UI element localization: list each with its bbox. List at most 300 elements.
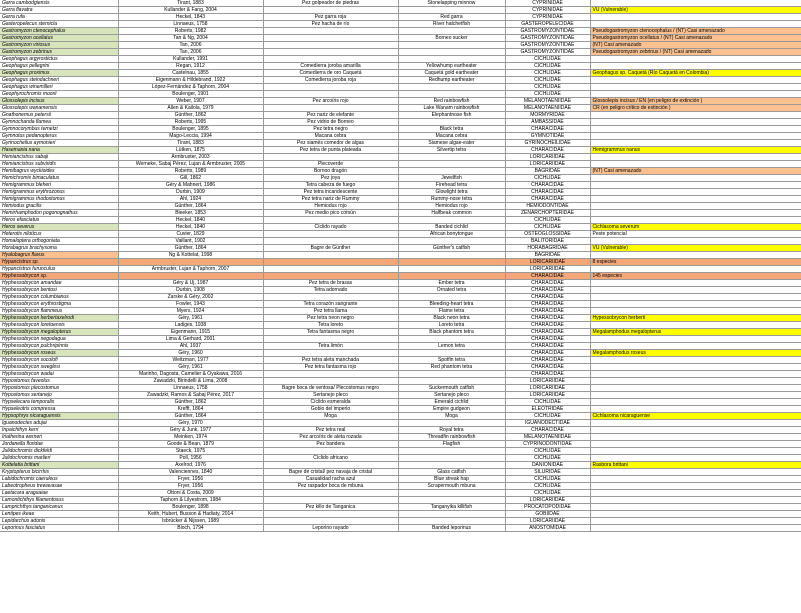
family-cell[interactable]: LORICARIIDAE	[505, 385, 590, 392]
spanish-name-cell[interactable]: Pez tetra nariz de Rummy	[263, 196, 398, 203]
family-cell[interactable]: GOBIIDAE	[505, 511, 590, 518]
authority-cell[interactable]: Ahl, 1924	[118, 196, 263, 203]
authority-cell[interactable]: Ottoni & Costa, 2009	[118, 490, 263, 497]
family-cell[interactable]: MELANOTAENIIDAE	[505, 105, 590, 112]
family-cell[interactable]: LORICARIIDAE	[505, 266, 590, 273]
notes-cell[interactable]	[590, 504, 801, 511]
spanish-name-cell[interactable]: Tetra limón	[263, 343, 398, 350]
notes-cell[interactable]	[590, 252, 801, 259]
spanish-name-cell[interactable]: Tetra loreto	[263, 322, 398, 329]
notes-cell[interactable]	[590, 490, 801, 497]
english-name-cell[interactable]: Glass catfish	[398, 469, 505, 476]
notes-cell[interactable]	[590, 455, 801, 462]
family-cell[interactable]: ELEOTRIDAE	[505, 406, 590, 413]
family-cell[interactable]: OSTEOGLOSSIDAE	[505, 231, 590, 238]
family-cell[interactable]: CHARACIDAE	[505, 315, 590, 322]
english-name-cell[interactable]: Stonelapping minnow	[398, 0, 505, 7]
english-name-cell[interactable]: Royal tetra	[398, 427, 505, 434]
family-cell[interactable]: GASTROMYZONTIDAE	[505, 49, 590, 56]
authority-cell[interactable]: Regan, 1912	[118, 63, 263, 70]
species-cell[interactable]: Hyphessobrycon loretoensis	[0, 322, 118, 329]
authority-cell[interactable]: Gill, 1862	[118, 175, 263, 182]
authority-cell[interactable]: Goode & Bean, 1879	[118, 441, 263, 448]
species-cell[interactable]: Geophagus proximus	[0, 70, 118, 77]
family-cell[interactable]: CHARACIDAE	[505, 280, 590, 287]
authority-cell[interactable]: Weber, 1907	[118, 98, 263, 105]
species-cell[interactable]: Labeotropheus trewavasae	[0, 483, 118, 490]
family-cell[interactable]: DANIONIDAE	[505, 462, 590, 469]
family-cell[interactable]: CHARACIDAE	[505, 357, 590, 364]
authority-cell[interactable]: Krefft, 1864	[118, 406, 263, 413]
species-cell[interactable]: Gasteropelecus sternicla	[0, 21, 118, 28]
notes-cell[interactable]	[590, 182, 801, 189]
spanish-name-cell[interactable]	[263, 42, 398, 49]
english-name-cell[interactable]	[398, 448, 505, 455]
english-name-cell[interactable]: Rummy-nose tetra	[398, 196, 505, 203]
family-cell[interactable]: LORICARIIDAE	[505, 259, 590, 266]
authority-cell[interactable]: Poll, 1956	[118, 455, 263, 462]
spanish-name-cell[interactable]	[263, 84, 398, 91]
family-cell[interactable]: IGUANODECTIDAE	[505, 420, 590, 427]
notes-cell[interactable]: CR (en peligro crítico de extinción )	[590, 105, 801, 112]
authority-cell[interactable]: López-Fernández & Taphorn, 2004	[118, 84, 263, 91]
spanish-name-cell[interactable]	[263, 336, 398, 343]
species-cell[interactable]: Kottelatia brittani	[0, 462, 118, 469]
family-cell[interactable]: ANOSTOMIDAE	[505, 525, 590, 532]
spanish-name-cell[interactable]: Pez bandera	[263, 441, 398, 448]
spanish-name-cell[interactable]: Leporino rayado	[263, 525, 398, 532]
english-name-cell[interactable]: Loreto tetra	[398, 322, 505, 329]
english-name-cell[interactable]: Sertanejo pleco	[398, 392, 505, 399]
authority-cell[interactable]: Günther, 1864	[118, 203, 263, 210]
authority-cell[interactable]: Heckel, 1840	[118, 224, 263, 231]
notes-cell[interactable]	[590, 203, 801, 210]
notes-cell[interactable]	[590, 406, 801, 413]
spanish-name-cell[interactable]	[263, 56, 398, 63]
spanish-name-cell[interactable]: Pez tetra negro	[263, 126, 398, 133]
notes-cell[interactable]	[590, 518, 801, 525]
spanish-name-cell[interactable]	[263, 371, 398, 378]
authority-cell[interactable]: Myers, 1924	[118, 308, 263, 315]
notes-cell[interactable]: Megalamphodus megalopterus	[590, 329, 801, 336]
spanish-name-cell[interactable]: Hemiodus rojo	[263, 203, 398, 210]
notes-cell[interactable]	[590, 385, 801, 392]
species-cell[interactable]: Labidochromis caeruleus	[0, 476, 118, 483]
authority-cell[interactable]: Ng & Kottelat, 1998	[118, 252, 263, 259]
notes-cell[interactable]	[590, 427, 801, 434]
notes-cell[interactable]	[590, 280, 801, 287]
family-cell[interactable]: CHARACIDAE	[505, 147, 590, 154]
family-cell[interactable]: CICHLIDAE	[505, 413, 590, 420]
species-cell[interactable]: Hypseleotris compressa	[0, 406, 118, 413]
species-cell[interactable]: Gyrinocheilus aymonieri	[0, 140, 118, 147]
family-cell[interactable]: CICHLIDAE	[505, 56, 590, 63]
spanish-name-cell[interactable]: Tetra corazón sangrante	[263, 301, 398, 308]
species-cell[interactable]: Gymnotus pedanopterus	[0, 133, 118, 140]
spanish-name-cell[interactable]	[263, 154, 398, 161]
notes-cell[interactable]: Cichlasoma nicaraguense	[590, 413, 801, 420]
species-cell[interactable]: Hypsophrys nicaraguensis	[0, 413, 118, 420]
authority-cell[interactable]: Eigenmann & Hildebrand, 1922	[118, 77, 263, 84]
species-cell[interactable]: Heros severus	[0, 224, 118, 231]
spanish-name-cell[interactable]: Bagre boca de ventosa/ Plecostomus negro	[263, 385, 398, 392]
english-name-cell[interactable]: Spotfin tetra	[398, 357, 505, 364]
species-cell[interactable]: Julidochromis dickfeldi	[0, 448, 118, 455]
spanish-name-cell[interactable]	[263, 490, 398, 497]
authority-cell[interactable]: Roberts, 1989	[118, 168, 263, 175]
species-cell[interactable]: Horabagrus brachysoma	[0, 245, 118, 252]
english-name-cell[interactable]	[398, 252, 505, 259]
notes-cell[interactable]	[590, 308, 801, 315]
english-name-cell[interactable]	[398, 154, 505, 161]
authority-cell[interactable]: Géry & Junk, 1977	[118, 427, 263, 434]
notes-cell[interactable]	[590, 287, 801, 294]
english-name-cell[interactable]: Borneo sucker	[398, 35, 505, 42]
spanish-name-cell[interactable]	[263, 231, 398, 238]
spanish-name-cell[interactable]: Pez tetra de brasas	[263, 280, 398, 287]
authority-cell[interactable]: Günther, 1864	[118, 245, 263, 252]
family-cell[interactable]: CHARACIDAE	[505, 273, 590, 280]
authority-cell[interactable]: Ladiges, 1938	[118, 322, 263, 329]
authority-cell[interactable]: Keith, Hubert, Busson & Hadiaty, 2014	[118, 511, 263, 518]
notes-cell[interactable]	[590, 91, 801, 98]
spanish-name-cell[interactable]	[263, 497, 398, 504]
notes-cell[interactable]: 8 especies	[590, 259, 801, 266]
notes-cell[interactable]	[590, 392, 801, 399]
family-cell[interactable]: CYPRINIDAE	[505, 7, 590, 14]
species-cell[interactable]: Hemigrammus rhodostomus	[0, 196, 118, 203]
english-name-cell[interactable]: Threadfin rainbowfish	[398, 434, 505, 441]
spanish-name-cell[interactable]: Bornoo dragón	[263, 168, 398, 175]
notes-cell[interactable]	[590, 476, 801, 483]
family-cell[interactable]: CHARACIDAE	[505, 371, 590, 378]
english-name-cell[interactable]	[398, 518, 505, 525]
species-cell[interactable]: Iguanodectes adujai	[0, 420, 118, 427]
notes-cell[interactable]	[590, 112, 801, 119]
english-name-cell[interactable]: Moga	[398, 413, 505, 420]
authority-cell[interactable]: Lima & Gerhard, 2001	[118, 336, 263, 343]
species-cell[interactable]: Gymnocorymbus ternetzi	[0, 126, 118, 133]
spanish-name-cell[interactable]: Pez arcoíris rojo	[263, 98, 398, 105]
english-name-cell[interactable]: Banded leporinus	[398, 525, 505, 532]
spanish-name-cell[interactable]: Pez golpeador de piedras	[263, 0, 398, 7]
species-cell[interactable]: Hyphessobrycon sp.	[0, 273, 118, 280]
english-name-cell[interactable]	[398, 378, 505, 385]
family-cell[interactable]: CICHLIDAE	[505, 217, 590, 224]
species-cell[interactable]: Hyphessobrycon amandae	[0, 280, 118, 287]
notes-cell[interactable]	[590, 378, 801, 385]
english-name-cell[interactable]	[398, 350, 505, 357]
family-cell[interactable]: LORICARIIDAE	[505, 154, 590, 161]
spanish-name-cell[interactable]: Pez joya	[263, 175, 398, 182]
family-cell[interactable]: CYPRINIDAE	[505, 14, 590, 21]
species-cell[interactable]: Garra flavatra	[0, 7, 118, 14]
english-name-cell[interactable]: Bleeding-heart tetra	[398, 301, 505, 308]
english-name-cell[interactable]	[398, 7, 505, 14]
spanish-name-cell[interactable]	[263, 217, 398, 224]
species-cell[interactable]: Hyphessobrycon columbianus	[0, 294, 118, 301]
authority-cell[interactable]	[118, 273, 263, 280]
spanish-name-cell[interactable]: Cíclido rayado	[263, 224, 398, 231]
family-cell[interactable]: CHARACIDAE	[505, 427, 590, 434]
spanish-name-cell[interactable]: Casualidad racha azul	[263, 476, 398, 483]
notes-cell[interactable]	[590, 343, 801, 350]
family-cell[interactable]: PROCATOPODIDAE	[505, 504, 590, 511]
spanish-name-cell[interactable]: Comedierra joroba amarilla	[263, 63, 398, 70]
authority-cell[interactable]: Axelrod, 1976	[118, 462, 263, 469]
notes-cell[interactable]	[590, 217, 801, 224]
species-cell[interactable]: Glossolepis incisus	[0, 98, 118, 105]
family-cell[interactable]: CICHLIDAE	[505, 175, 590, 182]
species-cell[interactable]: Iriatherina werneri	[0, 434, 118, 441]
family-cell[interactable]: LORICARIIDAE	[505, 378, 590, 385]
authority-cell[interactable]: Boulenger, 1898	[118, 504, 263, 511]
authority-cell[interactable]: Günther, 1862	[118, 399, 263, 406]
species-cell[interactable]: Hyphessobrycon socolofi	[0, 357, 118, 364]
species-cell[interactable]: Gymnochanda flamea	[0, 119, 118, 126]
authority-cell[interactable]: Géry & Mahnert, 1986	[118, 182, 263, 189]
authority-cell[interactable]: Géry, 1960	[118, 350, 263, 357]
english-name-cell[interactable]: Glowlight tetra	[398, 189, 505, 196]
english-name-cell[interactable]: Empire gudgeon	[398, 406, 505, 413]
notes-cell[interactable]	[590, 483, 801, 490]
authority-cell[interactable]: Eigenmann, 1915	[118, 329, 263, 336]
english-name-cell[interactable]: Blue streak hap	[398, 476, 505, 483]
spanish-name-cell[interactable]	[263, 259, 398, 266]
notes-cell[interactable]	[590, 133, 801, 140]
spanish-name-cell[interactable]	[263, 35, 398, 42]
family-cell[interactable]: GASTROMYZONTIDAE	[505, 42, 590, 49]
spanish-name-cell[interactable]: Pez arcoíris de aleta rozada	[263, 434, 398, 441]
family-cell[interactable]: CHARACIDAE	[505, 294, 590, 301]
spanish-name-cell[interactable]: Moga	[263, 413, 398, 420]
authority-cell[interactable]: Boulenger, 1895	[118, 126, 263, 133]
species-cell[interactable]: Leporinus fasciatus	[0, 525, 118, 532]
english-name-cell[interactable]	[398, 49, 505, 56]
family-cell[interactable]: CHARACIDAE	[505, 343, 590, 350]
notes-cell[interactable]	[590, 21, 801, 28]
spanish-name-cell[interactable]: Tetra adornado	[263, 287, 398, 294]
english-name-cell[interactable]: African bonytongue	[398, 231, 505, 238]
family-cell[interactable]: CICHLIDAE	[505, 490, 590, 497]
species-cell[interactable]: Hyphessobrycon pulchripinnis	[0, 343, 118, 350]
species-cell[interactable]: Hemichromis bimaculatus	[0, 175, 118, 182]
spanish-name-cell[interactable]	[263, 266, 398, 273]
english-name-cell[interactable]	[398, 119, 505, 126]
species-cell[interactable]: Inpaichthys kerri	[0, 427, 118, 434]
authority-cell[interactable]: Bloch, 1794	[118, 525, 263, 532]
authority-cell[interactable]: Durbin, 1909	[118, 189, 263, 196]
family-cell[interactable]: ZENARCHOPTERIDAE	[505, 210, 590, 217]
species-cell[interactable]: Geophyrochromis moorii	[0, 91, 118, 98]
notes-cell[interactable]: (NT) Casi amenazado	[590, 42, 801, 49]
species-cell[interactable]: Hyphessobrycon megalopterus	[0, 329, 118, 336]
authority-cell[interactable]: Roberts, 1995	[118, 119, 263, 126]
authority-cell[interactable]: Heckel, 1843	[118, 14, 263, 21]
family-cell[interactable]: LORICARIIDAE	[505, 497, 590, 504]
english-name-cell[interactable]	[398, 259, 505, 266]
species-cell[interactable]: Heros efasciatus	[0, 217, 118, 224]
notes-cell[interactable]	[590, 364, 801, 371]
english-name-cell[interactable]	[398, 84, 505, 91]
notes-cell[interactable]: Pseudogastromyzon ctenocephalus / (NT) Casi amenazado	[590, 28, 801, 35]
species-cell[interactable]: Kryptopterus bicirrhis	[0, 469, 118, 476]
family-cell[interactable]: GASTEROPELECIDAE	[505, 21, 590, 28]
notes-cell[interactable]	[590, 266, 801, 273]
spanish-name-cell[interactable]: Cíclido esmeralda	[263, 399, 398, 406]
english-name-cell[interactable]: Silvertip tetra	[398, 147, 505, 154]
notes-cell[interactable]: Glossolepis incisus / EN (en peligro de extinción )	[590, 98, 801, 105]
family-cell[interactable]: CHARACIDAE	[505, 336, 590, 343]
authority-cell[interactable]: Durbin, 1908	[118, 287, 263, 294]
spanish-name-cell[interactable]: Plecoverde	[263, 161, 398, 168]
family-cell[interactable]: CHARACIDAE	[505, 308, 590, 315]
authority-cell[interactable]: Zawadzki, Ramos & Sabaj Pérez, 2017	[118, 392, 263, 399]
authority-cell[interactable]: Mago-Leccia, 1994	[118, 133, 263, 140]
species-cell[interactable]: Hasemania nana	[0, 147, 118, 154]
species-cell[interactable]: Hemibagrus wyckioides	[0, 168, 118, 175]
spanish-name-cell[interactable]: Pez siamés comedor de algas	[263, 140, 398, 147]
family-cell[interactable]: BAGRIDAE	[505, 168, 590, 175]
species-cell[interactable]: Hypostomus sertanejo	[0, 392, 118, 399]
species-cell[interactable]: Gastromyzon viriosus	[0, 42, 118, 49]
species-cell[interactable]: Hyphessobrycon negodagua	[0, 336, 118, 343]
species-cell[interactable]: Hyphessobrycon wadai	[0, 371, 118, 378]
family-cell[interactable]: GYMNOTIDAE	[505, 133, 590, 140]
spanish-name-cell[interactable]	[263, 28, 398, 35]
family-cell[interactable]: BAGRIDAE	[505, 252, 590, 259]
species-cell[interactable]: Hemiancistrus subviridis	[0, 161, 118, 168]
family-cell[interactable]: CICHLIDAE	[505, 448, 590, 455]
notes-cell[interactable]	[590, 196, 801, 203]
authority-cell[interactable]: Günther, 1864	[118, 413, 263, 420]
english-name-cell[interactable]: Halfbeak common	[398, 210, 505, 217]
english-name-cell[interactable]	[398, 217, 505, 224]
authority-cell[interactable]: Allen & Kailola, 1979	[118, 105, 263, 112]
spanish-name-cell[interactable]: Pez killo de Tanganica	[263, 504, 398, 511]
spanish-name-cell[interactable]: Pez tetra incandescente	[263, 189, 398, 196]
authority-cell[interactable]: Bleeker, 1853	[118, 210, 263, 217]
spanish-name-cell[interactable]: Pez garra roja	[263, 14, 398, 21]
species-cell[interactable]: Geophagus winemilleri	[0, 84, 118, 91]
authority-cell[interactable]: Werneke, Sabaj Pérez, Lujan & Armbruster, 2005	[118, 161, 263, 168]
spanish-name-cell[interactable]: Pez raspador boca de mbuna	[263, 483, 398, 490]
family-cell[interactable]: CHARACIDAE	[505, 126, 590, 133]
species-cell[interactable]: Heterotis niloticus	[0, 231, 118, 238]
species-cell[interactable]: Jordanella floridae	[0, 441, 118, 448]
species-cell[interactable]: Hyphessobrycon erythrostigma	[0, 301, 118, 308]
family-cell[interactable]: CHARACIDAE	[505, 322, 590, 329]
notes-cell[interactable]	[590, 469, 801, 476]
spanish-name-cell[interactable]: Pez nariz de elefante	[263, 112, 398, 119]
english-name-cell[interactable]: Caquetá gold eartheater	[398, 70, 505, 77]
spanish-name-cell[interactable]	[263, 378, 398, 385]
notes-cell[interactable]	[590, 441, 801, 448]
family-cell[interactable]: CICHLIDAE	[505, 70, 590, 77]
authority-cell[interactable]	[118, 259, 263, 266]
spanish-name-cell[interactable]: Comedierra de oro Caquetá	[263, 70, 398, 77]
family-cell[interactable]: CYPRINIDAE	[505, 0, 590, 7]
notes-cell[interactable]	[590, 420, 801, 427]
spanish-name-cell[interactable]	[263, 273, 398, 280]
notes-cell[interactable]	[590, 119, 801, 126]
spanish-name-cell[interactable]	[263, 448, 398, 455]
notes-cell[interactable]	[590, 357, 801, 364]
notes-cell[interactable]	[590, 238, 801, 245]
family-cell[interactable]: CICHLIDAE	[505, 84, 590, 91]
notes-cell[interactable]: Megalamphodus roseus	[590, 350, 801, 357]
english-name-cell[interactable]: Ember tetra	[398, 280, 505, 287]
family-cell[interactable]: CICHLIDAE	[505, 399, 590, 406]
family-cell[interactable]: LORICARIIDAE	[505, 518, 590, 525]
spanish-name-cell[interactable]	[263, 294, 398, 301]
spanish-name-cell[interactable]	[263, 49, 398, 56]
notes-cell[interactable]	[590, 77, 801, 84]
authority-cell[interactable]: Fryer, 1956	[118, 476, 263, 483]
notes-cell[interactable]: Pseudogastromyzon ocellatus / (NT) Casi amenazado	[590, 35, 801, 42]
english-name-cell[interactable]	[398, 490, 505, 497]
family-cell[interactable]: MELANOTAENIIDAE	[505, 434, 590, 441]
english-name-cell[interactable]: Scrapermouth mbuna	[398, 483, 505, 490]
notes-cell[interactable]	[590, 336, 801, 343]
spanish-name-cell[interactable]: Pez hacha de río	[263, 21, 398, 28]
notes-cell[interactable]: Pseudogastromyzon zebrinus / (NT) Casi amenazado	[590, 49, 801, 56]
species-cell[interactable]: Hemirhamphodon pogonognathus	[0, 210, 118, 217]
notes-cell[interactable]	[590, 140, 801, 147]
authority-cell[interactable]: Meinken, 1974	[118, 434, 263, 441]
authority-cell[interactable]: Géry, 1961	[118, 364, 263, 371]
family-cell[interactable]: AMBASSIDAE	[505, 119, 590, 126]
authority-cell[interactable]: Heckel, 1840	[118, 217, 263, 224]
authority-cell[interactable]: Marinho, Dagosta, Camelier & Oyakawa, 2016	[118, 371, 263, 378]
notes-cell[interactable]	[590, 448, 801, 455]
family-cell[interactable]: HEMIODONTIDAE	[505, 203, 590, 210]
species-cell[interactable]: Geophagus pellegrini	[0, 63, 118, 70]
notes-cell[interactable]: Geophagus sp. Caquetá (Río Caquetá en Colombia)	[590, 70, 801, 77]
notes-cell[interactable]	[590, 497, 801, 504]
species-cell[interactable]: Hemiancistrus sabaji	[0, 154, 118, 161]
english-name-cell[interactable]	[398, 273, 505, 280]
english-name-cell[interactable]	[398, 371, 505, 378]
english-name-cell[interactable]: Jewelfish	[398, 175, 505, 182]
family-cell[interactable]: BALITORIDAE	[505, 238, 590, 245]
authority-cell[interactable]: Tirant, 1883	[118, 0, 263, 7]
species-cell[interactable]: Hypostomus faveolus	[0, 378, 118, 385]
english-name-cell[interactable]	[398, 462, 505, 469]
spanish-name-cell[interactable]	[263, 7, 398, 14]
family-cell[interactable]: GASTROMYZONTIDAE	[505, 35, 590, 42]
english-name-cell[interactable]: Flame tetra	[398, 308, 505, 315]
english-name-cell[interactable]: Flagfish	[398, 441, 505, 448]
notes-cell[interactable]	[590, 434, 801, 441]
family-cell[interactable]: CHARACIDAE	[505, 301, 590, 308]
english-name-cell[interactable]: Ornated tetra	[398, 287, 505, 294]
english-name-cell[interactable]: Elephantnose fish	[398, 112, 505, 119]
spanish-name-cell[interactable]	[263, 238, 398, 245]
english-name-cell[interactable]: Firehead tetra	[398, 182, 505, 189]
english-name-cell[interactable]	[398, 28, 505, 35]
spanish-name-cell[interactable]: Cíclido africano	[263, 455, 398, 462]
authority-cell[interactable]: Armbruster, Lujan & Taphorn, 2007	[118, 266, 263, 273]
english-name-cell[interactable]: Red rainbowfish	[398, 98, 505, 105]
family-cell[interactable]: GASTROMYZONTIDAE	[505, 28, 590, 35]
english-name-cell[interactable]: Tanganyika killifish	[398, 504, 505, 511]
species-cell[interactable]: Julidochromis marlieri	[0, 455, 118, 462]
english-name-cell[interactable]: Lake Wanam rainbowfish	[398, 105, 505, 112]
notes-cell[interactable]	[590, 210, 801, 217]
english-name-cell[interactable]	[398, 455, 505, 462]
species-cell[interactable]: Homaloptera orthogoniata	[0, 238, 118, 245]
